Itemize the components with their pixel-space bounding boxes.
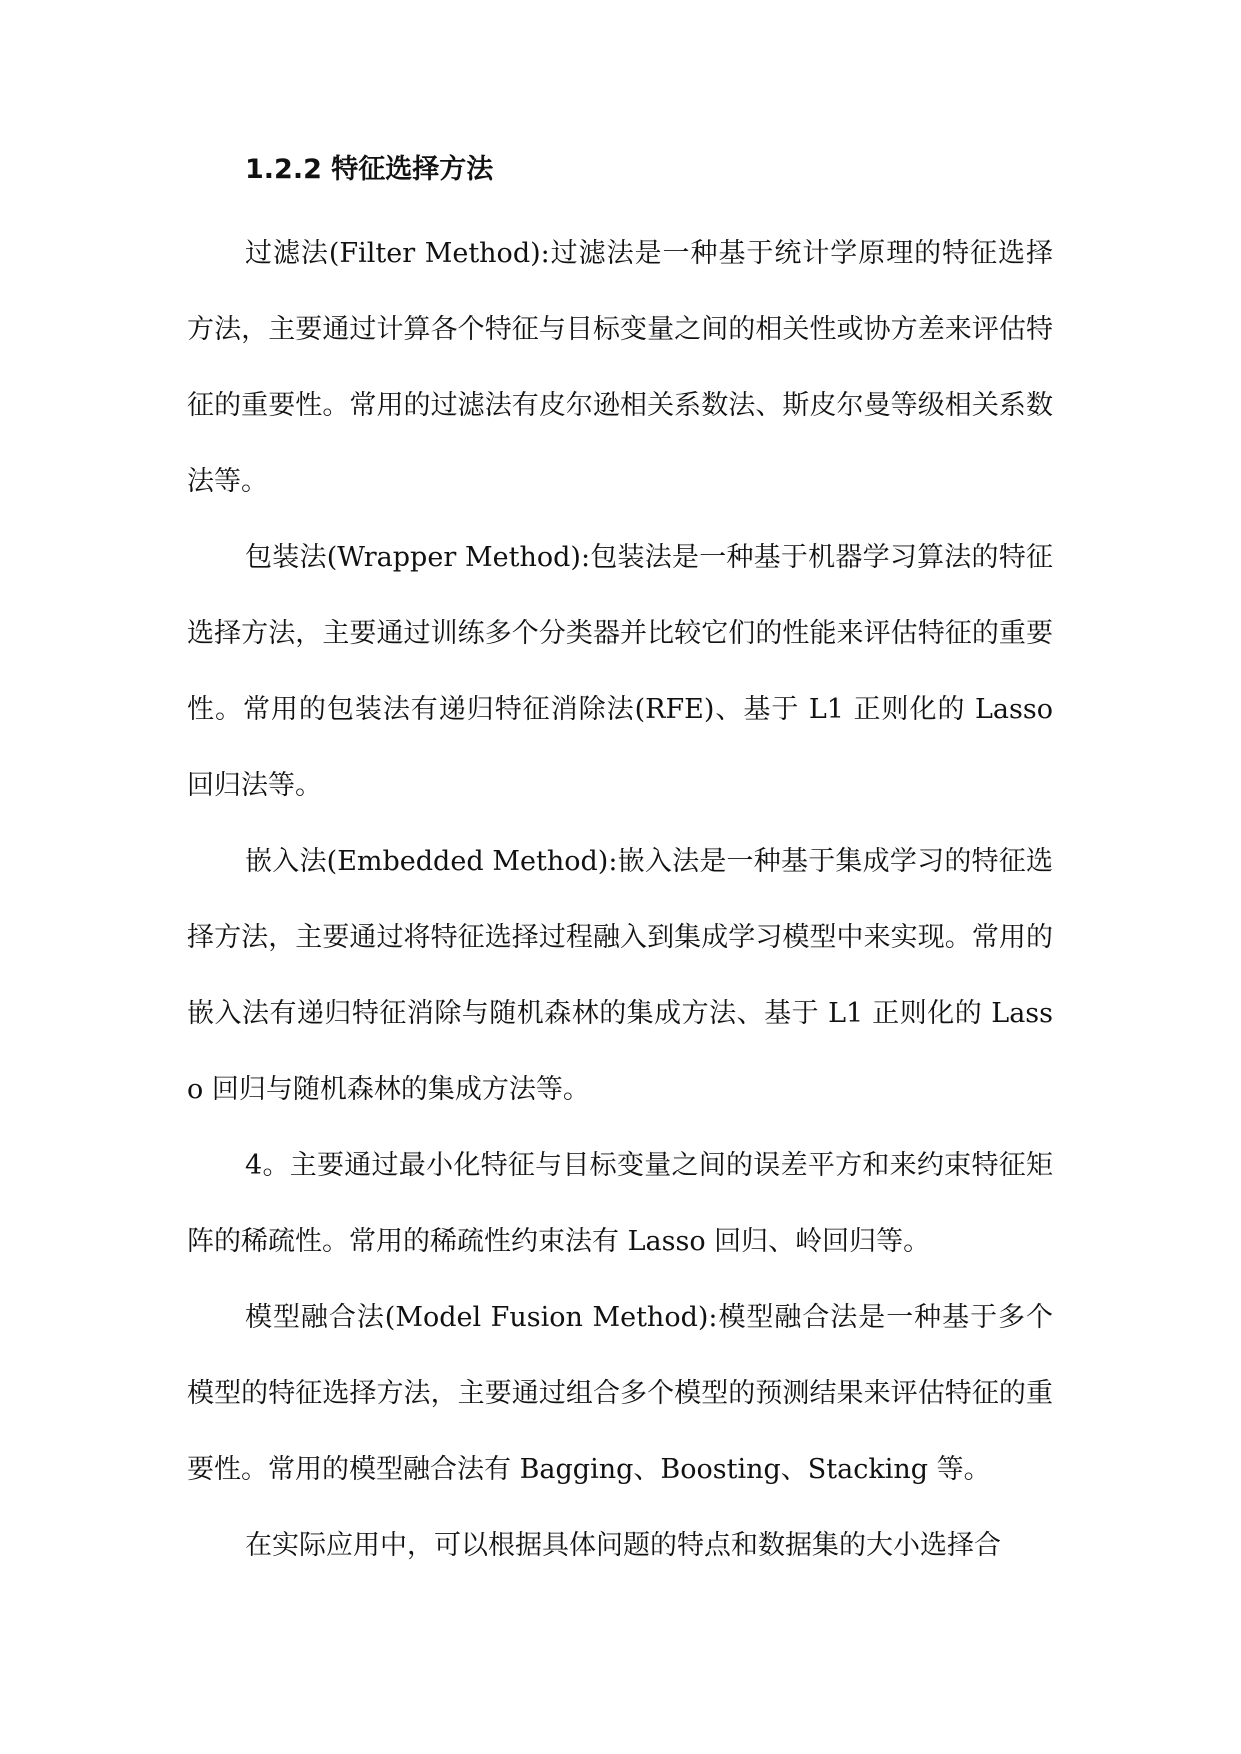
paragraph-embedded-method: 嵌入法(Embedded Method):嵌入法是一种基于集成学习的特征选择方法，主要通过将特征选择过程融入到集成学习模型中来实现。常用的嵌入法有递归特征消除与随机森林的集成方法、基于 L1 正则化的 Lasso 回归与随机森林的集成方法等。 (187, 846, 1053, 1105)
paragraph-wrapper-method: 包装法(Wrapper Method):包装法是一种基于机器学习算法的特征选择方法，主要通过训练多个分类器并比较它们的性能来评估特征的重要性。常用的包装法有递归特征消除法(RFE)、基于 L1 正则化的 Lasso 回归法等。 (187, 542, 1053, 801)
document-page (187, 140, 1053, 1584)
paragraph-sparsity-constraint: 4。主要通过最小化特征与目标变量之间的误差平方和来约束特征矩阵的稀疏性。常用的稀疏性约束法有 Lasso 回归、岭回归等。 (187, 1150, 1053, 1257)
paragraph-filter-method: 过滤法(Filter Method):过滤法是一种基于统计学原理的特征选择方法，主要通过计算各个特征与目标变量之间的相关性或协方差来评估特征的重要性。常用的过滤法有皮尔逊相关系数法、斯皮尔曼等级相关系数法等。 (187, 238, 1053, 497)
section-heading: 1.2.2 特征选择方法 (245, 154, 494, 185)
paragraph-model-fusion-method: 模型融合法(Model Fusion Method):模型融合法是一种基于多个模型的特征选择方法，主要通过组合多个模型的预测结果来评估特征的重要性。常用的模型融合法有 Bagging、Boosting、Stacking 等。 (187, 1302, 1053, 1485)
paragraph-practical-application: 在实际应用中，可以根据具体问题的特点和数据集的大小选择合 (245, 1530, 1001, 1561)
